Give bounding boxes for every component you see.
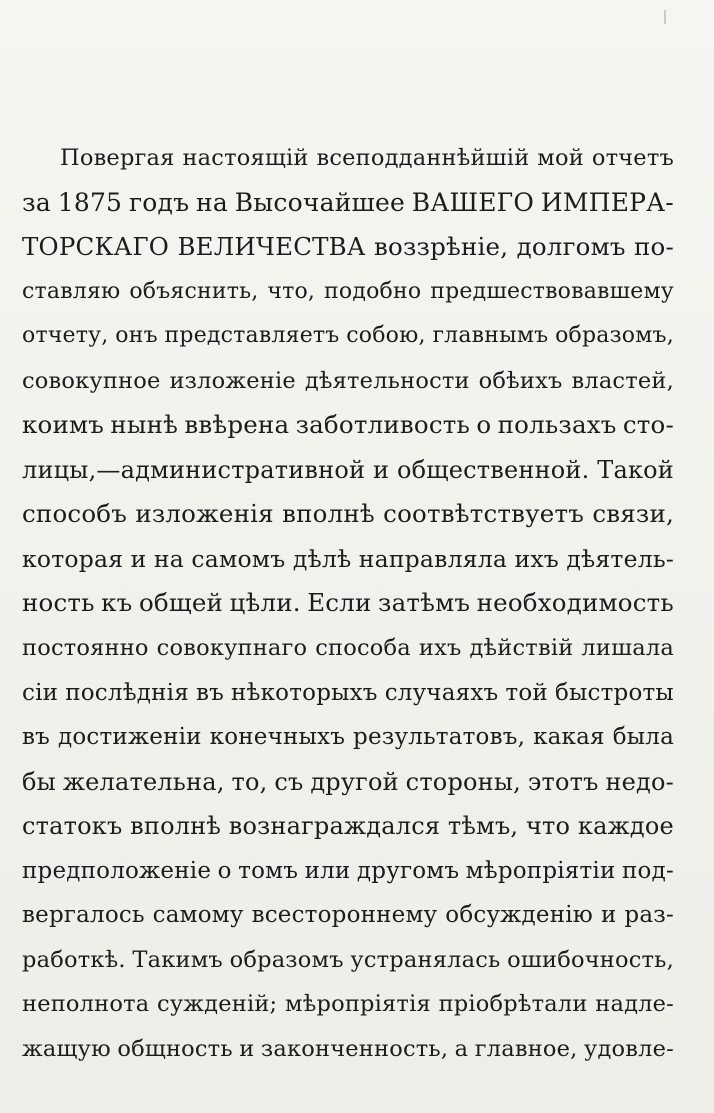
word: властей, bbox=[571, 367, 674, 394]
word: общественной. bbox=[396, 455, 590, 484]
word: томъ bbox=[238, 857, 299, 884]
text-line bbox=[22, 537, 674, 582]
word: направляла bbox=[358, 544, 508, 573]
text-line bbox=[22, 893, 674, 938]
word: законченность, bbox=[260, 1035, 449, 1062]
text-line bbox=[22, 492, 674, 537]
text-line bbox=[22, 982, 674, 1027]
word: объяснить, bbox=[129, 278, 259, 304]
word: способъ bbox=[22, 499, 128, 529]
word: постоянно bbox=[22, 635, 149, 662]
word: нѣкоторыхъ bbox=[231, 679, 378, 706]
word: пріобрѣтали bbox=[438, 991, 588, 1018]
word: стороны, bbox=[405, 767, 521, 796]
word: подобно bbox=[324, 278, 422, 304]
word: нынѣ bbox=[110, 410, 179, 440]
word: дѣйствій bbox=[469, 635, 574, 662]
word: результатовъ, bbox=[353, 724, 526, 751]
word: изложенія bbox=[135, 499, 274, 529]
word: которая bbox=[22, 544, 124, 573]
word: под- bbox=[622, 857, 674, 884]
word: вергалось bbox=[22, 902, 145, 929]
word: главное, bbox=[474, 1035, 578, 1062]
word: ВЕЛИЧЕСТВА bbox=[177, 232, 366, 262]
word: цѣли. bbox=[229, 588, 301, 618]
word: соотвѣтствуетъ bbox=[383, 499, 584, 529]
word: другомъ bbox=[356, 857, 460, 884]
word: случаяхъ bbox=[384, 679, 499, 706]
word: Такой bbox=[597, 455, 674, 484]
word: Такимъ bbox=[132, 946, 223, 973]
word: образомъ, bbox=[555, 323, 674, 349]
word: ошибочность, bbox=[507, 946, 674, 973]
word: вознаграждался bbox=[228, 812, 441, 841]
word: годъ bbox=[128, 187, 190, 217]
word: тѣмъ, bbox=[447, 812, 519, 841]
word: и bbox=[600, 902, 617, 929]
text-line bbox=[22, 626, 674, 671]
word: конечныхъ bbox=[209, 724, 346, 751]
word: а bbox=[454, 1035, 469, 1062]
word: воззрѣніе, bbox=[374, 232, 509, 262]
word: что bbox=[525, 812, 571, 841]
word: на bbox=[153, 544, 184, 573]
word: самому bbox=[152, 902, 244, 929]
word: образомъ bbox=[229, 946, 344, 973]
word: онъ bbox=[115, 323, 158, 349]
text-line bbox=[22, 136, 674, 181]
word: и bbox=[130, 544, 147, 573]
word: всестороннему bbox=[251, 902, 438, 929]
word: что, bbox=[267, 278, 316, 304]
word: самомъ bbox=[191, 544, 286, 573]
word: статокъ bbox=[22, 812, 123, 841]
word: къ bbox=[101, 588, 133, 618]
word: общность bbox=[117, 1035, 233, 1062]
word: другой bbox=[310, 767, 399, 796]
word: отчетъ bbox=[591, 145, 674, 171]
word: обѣихъ bbox=[478, 367, 563, 394]
word: достиженіи bbox=[57, 724, 202, 751]
word: ихъ bbox=[418, 635, 462, 662]
text-line bbox=[22, 581, 674, 626]
word: Если bbox=[307, 588, 372, 618]
word: вполнѣ bbox=[282, 499, 375, 529]
word: мѣропріятія bbox=[285, 991, 431, 1018]
word: бы bbox=[22, 767, 56, 796]
word: за bbox=[22, 187, 51, 217]
word: предположеніе bbox=[22, 857, 212, 884]
text-line bbox=[22, 804, 674, 849]
word: мѣропріятіи bbox=[465, 857, 616, 884]
text-line bbox=[22, 448, 674, 493]
word: предшествовавшему bbox=[430, 278, 674, 304]
word: изложеніе bbox=[169, 367, 296, 394]
word: пользахъ bbox=[497, 410, 617, 440]
word: надле- bbox=[595, 991, 674, 1018]
word: устранялась bbox=[350, 946, 501, 973]
word: этотъ bbox=[527, 767, 599, 796]
word: сто- bbox=[622, 410, 674, 440]
word: способа bbox=[315, 635, 411, 662]
word: послѣднія bbox=[65, 679, 189, 706]
word: представляетъ bbox=[164, 323, 340, 349]
word: на bbox=[195, 187, 228, 217]
word: съ bbox=[274, 767, 304, 796]
word: лишала bbox=[581, 635, 674, 662]
word: раз- bbox=[624, 902, 674, 929]
text-line bbox=[22, 760, 674, 805]
word: заботливость bbox=[295, 410, 471, 440]
word: ставляю bbox=[22, 278, 121, 304]
word: жащую bbox=[22, 1035, 111, 1062]
word: ТОРСКАГО bbox=[22, 232, 170, 262]
text-line bbox=[22, 270, 674, 315]
word: удовле- bbox=[584, 1035, 674, 1062]
word: дѣлѣ bbox=[292, 544, 352, 573]
word: затѣмъ bbox=[378, 588, 471, 618]
word: быстроты bbox=[554, 679, 674, 706]
word: настоящій bbox=[182, 145, 309, 171]
word: и bbox=[372, 455, 390, 484]
word: дѣятельности bbox=[304, 367, 470, 394]
word: долгомъ bbox=[516, 232, 626, 262]
word: обсужденію bbox=[445, 902, 594, 929]
word: дѣятель- bbox=[566, 544, 674, 573]
word: о bbox=[476, 410, 492, 440]
text-line bbox=[22, 1027, 674, 1072]
word: мой bbox=[537, 145, 584, 171]
word: совокупное bbox=[22, 367, 161, 394]
text-line bbox=[22, 671, 674, 716]
text-line bbox=[22, 715, 674, 760]
word: вполнѣ bbox=[130, 812, 222, 841]
word: работкѣ. bbox=[22, 946, 126, 973]
word: ихъ bbox=[514, 544, 559, 573]
word: общей bbox=[138, 588, 224, 618]
word: 1875 bbox=[57, 187, 123, 217]
word: Высочайшее bbox=[234, 187, 405, 217]
text-line bbox=[22, 225, 674, 270]
word: и bbox=[239, 1035, 255, 1062]
word: каждое bbox=[577, 812, 674, 841]
text-line bbox=[22, 938, 674, 983]
word: о bbox=[217, 857, 232, 884]
word: всеподданнѣйшій bbox=[316, 145, 530, 171]
word: Повергая bbox=[60, 145, 175, 171]
text-line bbox=[22, 849, 674, 894]
word: той bbox=[505, 679, 548, 706]
word: въ bbox=[22, 724, 50, 751]
word: ность bbox=[22, 588, 95, 618]
text-line bbox=[22, 359, 674, 404]
body-paragraph bbox=[22, 136, 674, 1071]
page-corner-mark bbox=[664, 10, 666, 24]
text-line bbox=[22, 403, 674, 448]
word: какая bbox=[533, 724, 605, 751]
word: ввѣрена bbox=[184, 410, 290, 440]
word: недо- bbox=[605, 767, 674, 796]
word: связи, bbox=[592, 499, 674, 529]
word: желательна, bbox=[62, 767, 225, 796]
word: сіи bbox=[22, 679, 59, 706]
word: по- bbox=[633, 232, 674, 262]
word: или bbox=[304, 857, 351, 884]
word: неполнота bbox=[22, 991, 150, 1018]
text-line bbox=[22, 314, 674, 359]
word: ВАШЕГО bbox=[411, 187, 535, 217]
text-line bbox=[22, 181, 674, 226]
word: совокупнаго bbox=[156, 635, 308, 662]
word: отчету, bbox=[22, 323, 109, 349]
word: лицы,—административной bbox=[22, 455, 366, 484]
word: сужденій; bbox=[157, 991, 278, 1018]
word: главнымъ bbox=[432, 323, 549, 349]
word: ИМПЕРА- bbox=[540, 187, 674, 217]
word: собою, bbox=[346, 323, 426, 349]
word: въ bbox=[195, 679, 224, 706]
word: необходимость bbox=[476, 588, 674, 618]
word: то, bbox=[231, 767, 268, 796]
word: коимъ bbox=[22, 410, 105, 440]
word: была bbox=[612, 724, 674, 751]
